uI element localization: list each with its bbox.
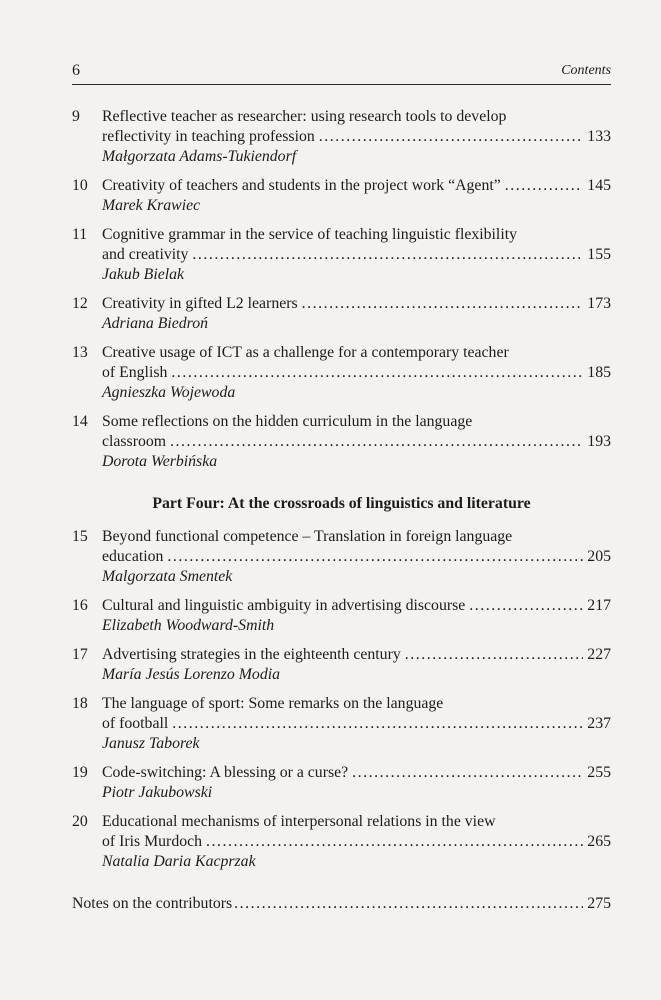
dot-leader (172, 714, 583, 734)
chapter-number: 18 (72, 695, 88, 712)
chapter-title-line: The language of sport: Some remarks on the language (102, 695, 444, 712)
dot-leader (167, 547, 583, 567)
toc-leader-line (102, 714, 611, 734)
chapter-title-end: reflectivity in teaching profession (102, 128, 315, 145)
chapter-author: Agnieszka Wojewoda (102, 384, 236, 401)
chapter-number: 20 (72, 813, 88, 830)
dot-leader (319, 127, 584, 147)
chapter-author: Dorota Werbińska (102, 453, 218, 470)
chapter-number: 17 (72, 646, 88, 663)
chapter-author: Natalia Daria Kacprzak (102, 853, 256, 870)
chapter-number: 9 (72, 108, 80, 125)
toc-entries-part-three (72, 107, 611, 472)
page-reference: 133 (587, 128, 611, 145)
toc-leader-line (72, 894, 611, 914)
notes-page-number: 275 (587, 895, 611, 912)
toc-entry (72, 645, 611, 685)
chapter-author: Elizabeth Woodward-Smith (102, 617, 275, 634)
page-reference: 217 (587, 597, 611, 614)
toc-entry (72, 294, 611, 334)
dot-leader (170, 432, 583, 452)
toc-leader-line (102, 763, 611, 783)
notes-label: Notes on the contributors (72, 895, 233, 912)
page-reference: 237 (587, 715, 611, 732)
page-reference: 185 (587, 364, 611, 381)
page-reference: 173 (587, 295, 611, 312)
dot-leader (171, 363, 583, 383)
notes-on-contributors-entry (72, 894, 611, 914)
toc-leader-line (102, 832, 611, 852)
chapter-title-end: Code-switching: A blessing or a curse? (102, 764, 349, 781)
chapter-number: 12 (72, 295, 88, 312)
table-of-contents (72, 107, 611, 914)
toc-leader-line (102, 127, 611, 147)
page-reference: 255 (587, 764, 611, 781)
toc-leader-line (102, 432, 611, 452)
chapter-title-line: Cognitive grammar in the service of teaching linguistic flexibility (102, 226, 517, 243)
chapter-title-end: classroom (102, 433, 167, 450)
page-reference: 265 (587, 833, 611, 850)
chapter-author: Jakub Bielak (102, 266, 185, 283)
chapter-title-end: of Iris Murdoch (102, 833, 203, 850)
chapter-number: 19 (72, 764, 88, 781)
toc-entry (72, 176, 611, 216)
chapter-author: Adriana Biedroń (102, 315, 209, 332)
page-header (72, 60, 611, 85)
chapter-title-line: Reflective teacher as researcher: using research tools to develop (102, 108, 507, 125)
toc-leader-line (102, 596, 611, 616)
page-reference: 145 (587, 177, 611, 194)
toc-entry (72, 343, 611, 403)
chapter-title-end: education (102, 548, 164, 565)
dot-leader (405, 645, 584, 665)
dot-leader (352, 763, 583, 783)
dot-leader (469, 596, 583, 616)
chapter-title-end: Advertising strategies in the eighteenth century (102, 646, 401, 663)
chapter-number: 13 (72, 344, 88, 361)
chapter-author: María Jesús Lorenzo Modia (102, 666, 281, 683)
chapter-author: Małgorzata Adams-Tukiendorf (102, 148, 297, 165)
page-reference: 205 (587, 548, 611, 565)
toc-entry (72, 107, 611, 167)
dot-leader (192, 245, 583, 265)
page-reference: 193 (587, 433, 611, 450)
toc-leader-line (102, 176, 611, 196)
chapter-title-line: Beyond functional competence – Translation in foreign language (102, 528, 513, 545)
part-heading: Part Four: At the crossroads of linguistics and literature (152, 495, 531, 512)
toc-leader-line (102, 363, 611, 383)
chapter-number: 15 (72, 528, 88, 545)
chapter-title-end: Creativity in gifted L2 learners (102, 295, 298, 312)
chapter-title-end: and creativity (102, 246, 189, 263)
toc-leader-line (102, 645, 611, 665)
toc-leader-line (102, 294, 611, 314)
chapter-title-end: Creativity of teachers and students in the project work “Agent” (102, 177, 501, 194)
toc-entry (72, 596, 611, 636)
toc-entry (72, 812, 611, 872)
chapter-number: 14 (72, 413, 88, 430)
dot-leader (505, 176, 584, 196)
running-head: Contents (561, 63, 611, 78)
dot-leader (234, 894, 583, 914)
chapter-number: 10 (72, 177, 88, 194)
chapter-title-line: Some reflections on the hidden curriculum in the language (102, 413, 473, 430)
chapter-number: 16 (72, 597, 88, 614)
chapter-title-line: Creative usage of ICT as a challenge for a contemporary teacher (102, 344, 509, 361)
chapter-title-end: of English (102, 364, 168, 381)
chapter-author: Malgorzata Smentek (102, 568, 233, 585)
chapter-number: 11 (72, 226, 88, 243)
toc-entry (72, 763, 611, 803)
page-reference: 227 (587, 646, 611, 663)
chapter-title-line: Educational mechanisms of interpersonal relations in the view (102, 813, 496, 830)
toc-entry (72, 412, 611, 472)
toc-entries-part-four (72, 527, 611, 872)
toc-entry (72, 225, 611, 285)
chapter-author: Piotr Jakubowski (102, 784, 213, 801)
toc-leader-line (102, 245, 611, 265)
chapter-title-end: Cultural and linguistic ambiguity in advertising discourse (102, 597, 466, 614)
toc-leader-line (102, 547, 611, 567)
page-reference: 155 (587, 246, 611, 263)
toc-entry (72, 694, 611, 754)
chapter-author: Marek Krawiec (102, 197, 201, 214)
chapter-title-end: of football (102, 715, 169, 732)
page-number: 6 (72, 62, 80, 79)
toc-entry (72, 527, 611, 587)
chapter-author: Janusz Taborek (102, 735, 200, 752)
dot-leader (302, 294, 584, 314)
dot-leader (206, 832, 583, 852)
